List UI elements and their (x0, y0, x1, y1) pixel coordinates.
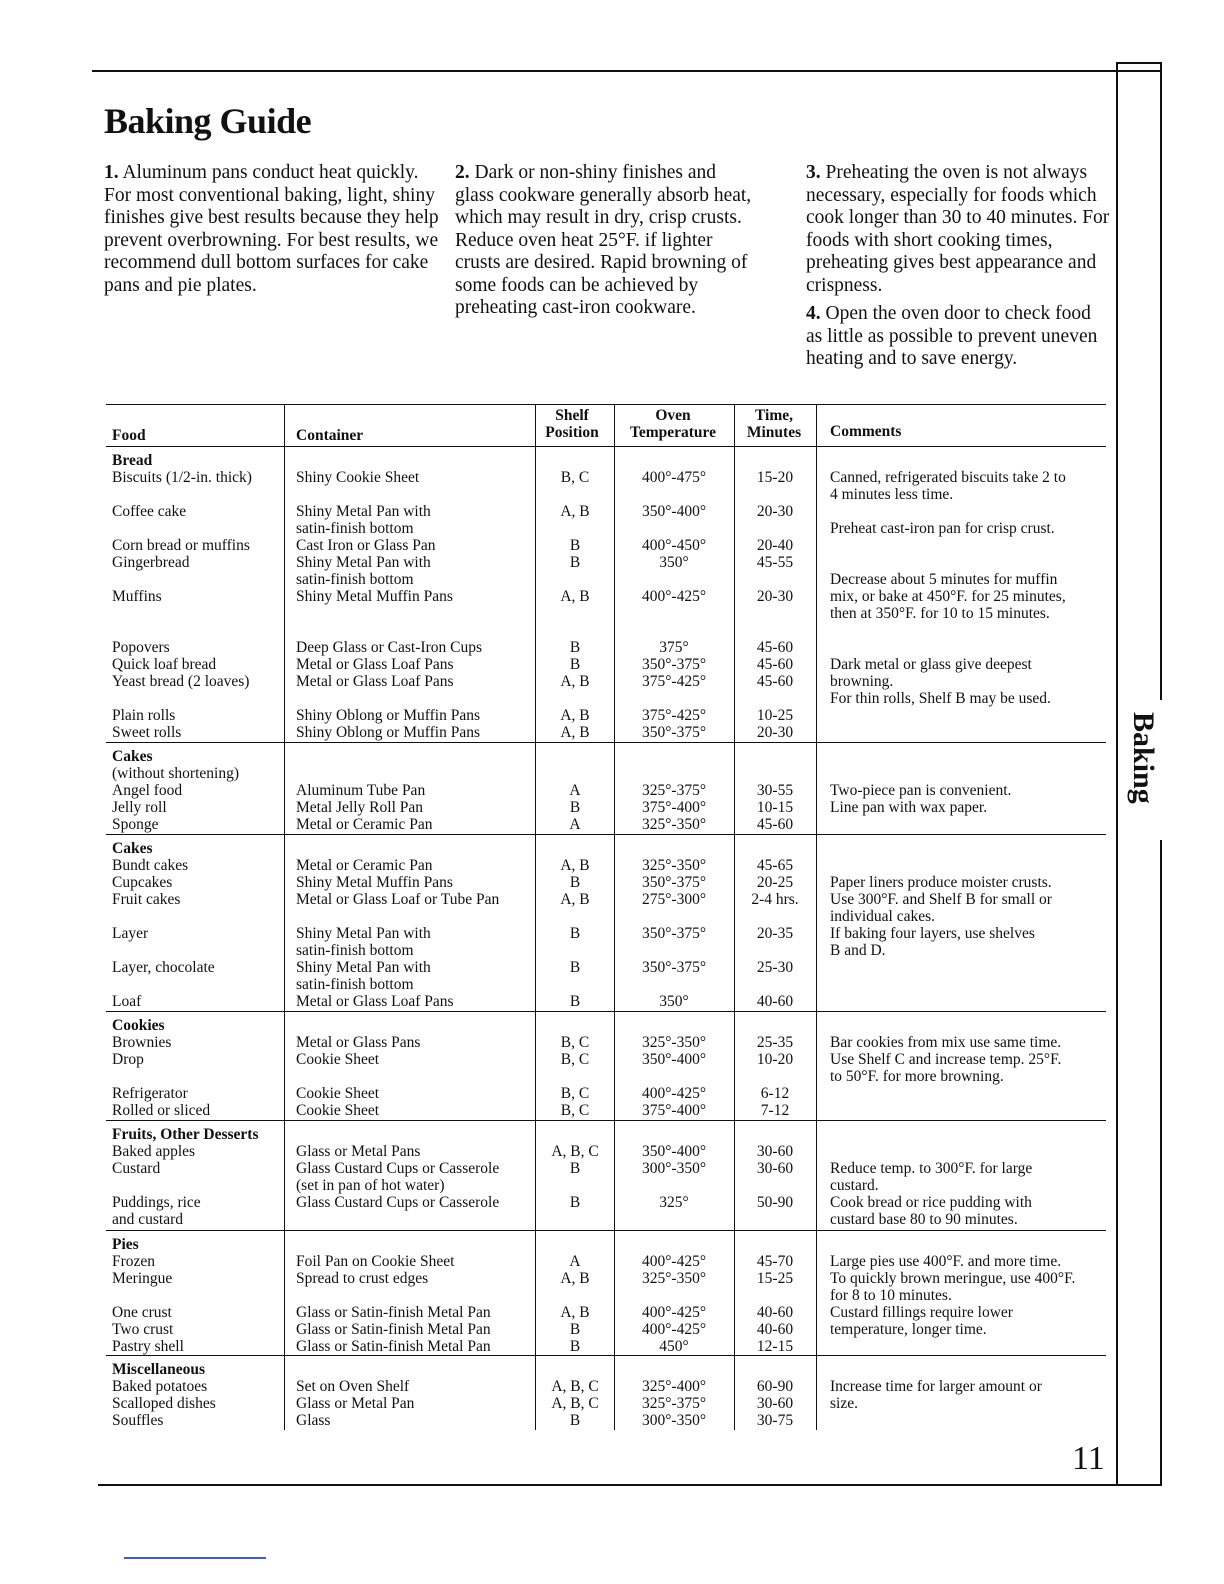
page-title: Baking Guide (104, 101, 312, 141)
col-divider-2 (535, 404, 536, 1430)
container-cell: Glass or Metal Pans Glass Custard Cups or Casserole (set in pan of hot water) Glass Custard Cups or Casserole (296, 1143, 500, 1211)
side-tab-label: Baking (1127, 712, 1160, 804)
header-time: Time, Minutes (746, 407, 802, 441)
section-heading: Cookies (112, 1017, 165, 1034)
comments-cell: Paper liners produce moister crusts. Use 300°F. and Shelf B for small or individual cakes. If baking four layers, use shelves B and D. (830, 874, 1052, 959)
section-heading: Cakes (112, 748, 153, 765)
shelf-cell: A B A (569, 782, 581, 833)
time-cell: 60-90 30-60 30-75 (756, 1378, 794, 1429)
intro-paragraph-4: 4. Open the oven door to check food as little as possible to prevent uneven heating and to save energy. (806, 303, 1098, 369)
intro-paragraph-3: 3. Preheating the oven is not always necessary, especially for foods which cook longer than 30 to 40 minutes. For foods with short cooking times, preheating gives best appearance and crispness. (806, 162, 1110, 296)
intro-paragraph-2: 2. Dark or non-shiny finishes and glass cookware generally absorb heat, which may result in dry, crisp crusts. Reduce oven heat 25°F. if lighter crusts are desired. Rapid browning of some foods can be achieved by preheating cast-iron cookware. (455, 162, 752, 318)
food-cell: Fruits, Other Desserts Baked apples Custard Puddings, rice and custard (112, 1126, 259, 1228)
section-rule (106, 742, 1106, 743)
section-heading: Cakes (112, 840, 153, 857)
food-cell: Miscellaneous Baked potatoes Scalloped dishes Souffles (112, 1361, 216, 1429)
table-top-rule (106, 404, 1106, 405)
temp-cell: 325°-350° 350°-400° 400°-425° 375°-400° (641, 1034, 707, 1119)
temp-cell: 400°-475° 350°-400° 400°-450° 350° 400°-425° 375° 350°-375° 375°-425° 375°-425° 350°-375° (641, 469, 707, 741)
bottom-rule (98, 1484, 1162, 1486)
comments-cell: Canned, refrigerated biscuits take 2 to 4 minutes less time. Preheat cast-iron pan for crisp crust. Decrease about 5 minutes for muffin mix, or bake at 450°F. for 25 minutes, then at 350°F. for 10 to 15 minutes. Dark metal or glass give deepest browning. For thin rolls, Shelf B may be used. (830, 469, 1066, 707)
right-frame-top (1116, 62, 1162, 64)
shelf-cell: B, C B, C B, C B, C (560, 1034, 590, 1119)
section-rule (106, 1120, 1106, 1121)
comments-cell: Two-piece pan is convenient. Line pan with wax paper. (830, 782, 1012, 816)
temp-cell: 325°-375° 375°-400° 325°-350° (641, 782, 707, 833)
temp-cell: 400°-425° 325°-350° 400°-425° 400°-425° 450° (641, 1253, 707, 1355)
temp-cell: 325°-400° 325°-375° 300°-350° (641, 1378, 707, 1429)
section-heading: Pies (112, 1236, 139, 1253)
header-temp: Oven Temperature (629, 407, 717, 441)
food-cell: Cookies Brownies Drop Refrigerator Rolled or sliced (112, 1017, 211, 1119)
intro-col-1 (104, 162, 444, 297)
col-divider-5 (816, 404, 817, 1430)
blue-underline (124, 1557, 266, 1559)
container-cell: Shiny Cookie Sheet Shiny Metal Pan with satin-finish bottom Cast Iron or Glass Pan Shiny Metal Pan with satin-finish bottom Shiny Metal Muffin Pans Deep Glass or Cast-Iron Cups Metal or Glass Loaf Pans Metal or Glass Loaf Pans Shiny Oblong or Muffin Pans Shiny Oblong or Muffin Pans (296, 469, 482, 741)
shelf-cell: A, B B A, B B B B (560, 857, 590, 1010)
shelf-cell: A A, B A, B B B (560, 1253, 590, 1355)
col-divider-3 (614, 404, 615, 1430)
header-comments: Comments (830, 423, 902, 440)
intro-col-2 (455, 162, 755, 320)
temp-cell: 325°-350° 350°-375° 275°-300° 350°-375° 350°-375° 350° (641, 857, 707, 1010)
container-cell: Metal or Glass Pans Cookie Sheet Cookie Sheet Cookie Sheet (296, 1034, 421, 1119)
shelf-cell: A, B, C B B (551, 1143, 599, 1211)
food-cell: Cakes Bundt cakes Cupcakes Fruit cakes Layer Layer, chocolate Loaf (112, 840, 215, 1010)
section-heading: Fruits, Other Desserts (112, 1126, 259, 1143)
temp-cell: 350°-400° 300°-350° 325° (641, 1143, 707, 1211)
page-number: 11 (1072, 1440, 1105, 1477)
comments-cell: Large pies use 400°F. and more time. To quickly brown meringue, use 400°F. for 8 to 10 minutes. Custard fillings require lower temperature, longer time. (830, 1253, 1076, 1338)
col-divider-1 (284, 404, 285, 1430)
section-rule (106, 1355, 1106, 1356)
section-rule (106, 1230, 1106, 1231)
container-cell: Metal or Ceramic Pan Shiny Metal Muffin Pans Metal or Glass Loaf or Tube Pan Shiny Metal Pan with satin-finish bottom Shiny Metal Pan with satin-finish bottom Metal or Glass Loaf Pans (296, 857, 500, 1010)
food-cell: Bread Biscuits (1/2-in. thick) Coffee cake Corn bread or muffins Gingerbread Muffins Popovers Quick loaf bread Yeast bread (2 loaves) Plain rolls Sweet rolls (112, 452, 252, 741)
header-food: Food (112, 427, 146, 444)
header-shelf: Shelf Position (545, 407, 599, 441)
col-divider-4 (734, 404, 735, 1430)
container-cell: Set on Oven Shelf Glass or Metal Pan Glass (296, 1378, 415, 1429)
time-cell: 15-20 20-30 20-40 45-55 20-30 45-60 45-60 45-60 10-25 20-30 (756, 469, 794, 741)
section-rule (106, 446, 1106, 447)
section-rule (106, 1011, 1106, 1012)
container-cell: Foil Pan on Cookie Sheet Spread to crust edges Glass or Satin-finish Metal Pan Glass or Satin-finish Metal Pan Glass or Satin-finish Metal Pan (296, 1253, 491, 1355)
intro-col-3 (806, 162, 1111, 371)
food-cell: Cakes (without shortening) Angel food Jelly roll Sponge (112, 748, 239, 833)
shelf-cell: B, C A, B B B A, B B B A, B A, B A, B (560, 469, 590, 741)
intro-paragraph-1: 1. Aluminum pans conduct heat quickly. For most conventional baking, light, shiny finishes give best results because they help prevent overbrowning. For best results, we recommend dull bottom surfaces for cake pans and pie plates. (104, 162, 439, 296)
section-heading: Miscellaneous (112, 1361, 205, 1378)
section-heading: Bread (112, 452, 153, 469)
shelf-cell: A, B, C A, B, C B (551, 1378, 599, 1429)
time-cell: 25-35 10-20 6-12 7-12 (756, 1034, 794, 1119)
top-rule (92, 70, 1162, 72)
time-cell: 45-70 15-25 40-60 40-60 12-15 (756, 1253, 794, 1355)
comments-cell: Bar cookies from mix use same time. Use Shelf C and increase temp. 25°F. to 50°F. for more browning. (830, 1034, 1062, 1085)
container-cell: Aluminum Tube Pan Metal Jelly Roll Pan Metal or Ceramic Pan (296, 782, 433, 833)
header-container: Container (296, 427, 364, 444)
section-rule (106, 834, 1106, 835)
side-tab (1118, 700, 1162, 840)
comments-cell: Reduce temp. to 300°F. for large custard. Cook bread or rice pudding with custard base 80 to 90 minutes. (830, 1160, 1033, 1228)
time-cell: 30-60 30-60 50-90 (756, 1143, 794, 1211)
time-cell: 30-55 10-15 45-60 (756, 782, 794, 833)
time-cell: 45-65 20-25 2-4 hrs. 20-35 25-30 40-60 (751, 857, 799, 1010)
food-cell: Pies Frozen Meringue One crust Two crust Pastry shell (112, 1236, 184, 1355)
comments-cell: Increase time for larger amount or size. (830, 1378, 1042, 1412)
